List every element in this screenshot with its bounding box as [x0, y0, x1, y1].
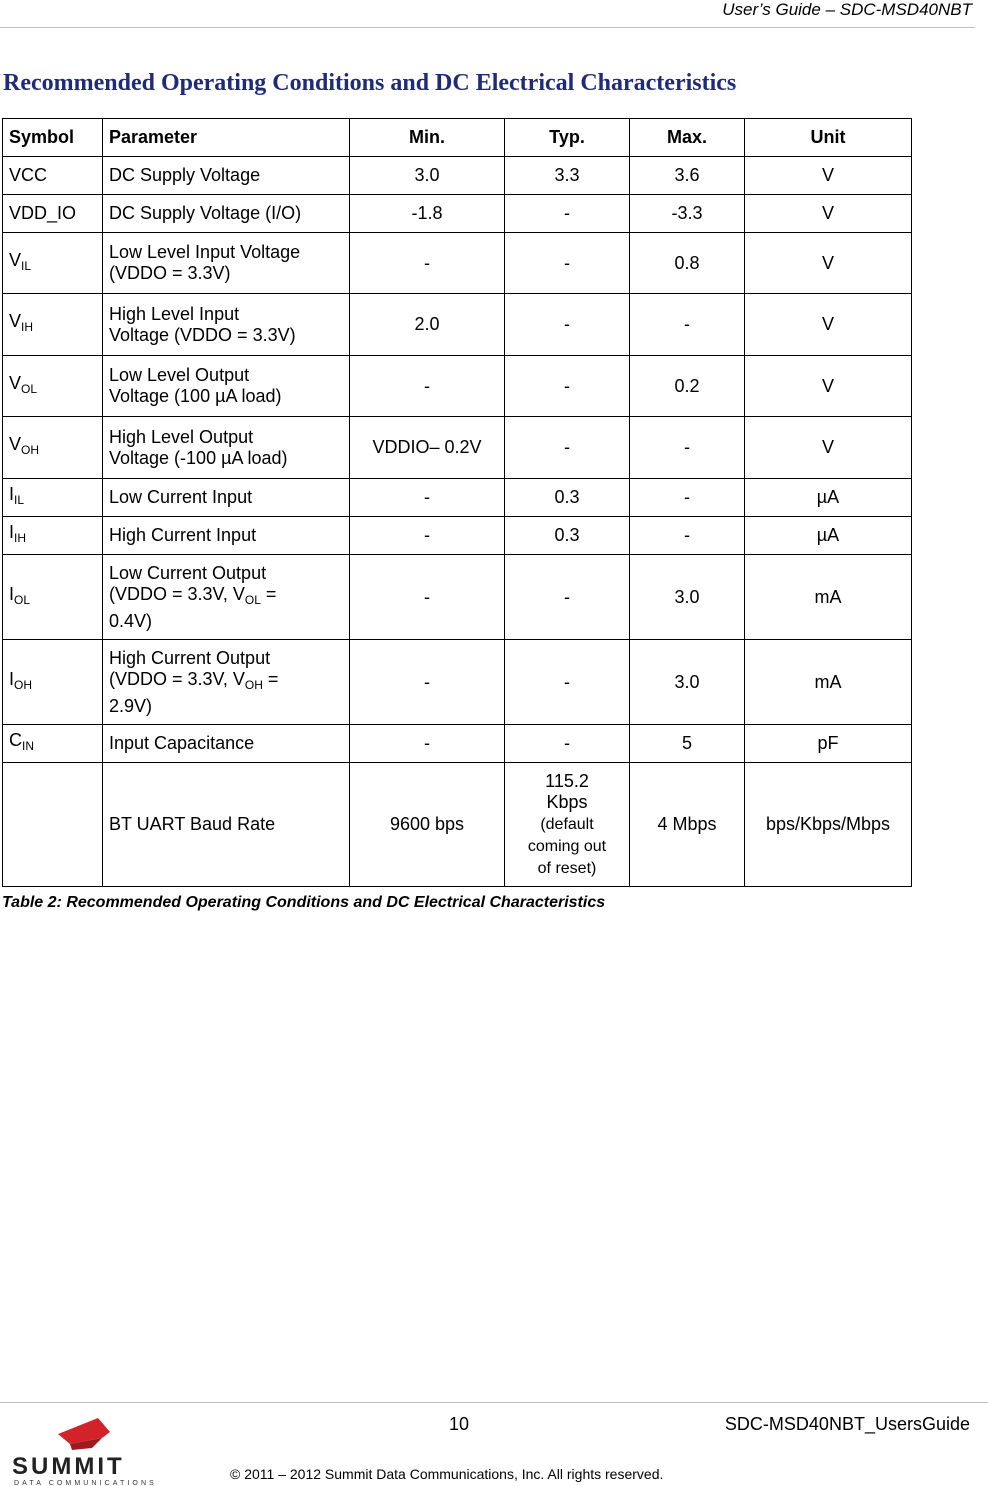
- typ-cell: -: [505, 725, 630, 763]
- symbol-subscript: OL: [21, 381, 38, 396]
- unit-cell: V: [745, 195, 912, 233]
- parameter-cell: [103, 555, 350, 640]
- parameter-line: High Level Input: [109, 303, 240, 324]
- section-title: Recommended Operating Conditions and DC Electrical Characteristics: [3, 70, 737, 96]
- footer-divider: [0, 1402, 988, 1403]
- min-cell: -: [350, 517, 505, 555]
- symbol-cell: [3, 640, 103, 725]
- parameter-line: Voltage (-100 µA load): [109, 447, 288, 468]
- symbol-main: I: [9, 668, 15, 689]
- symbol-cell: [3, 356, 103, 417]
- parameter-cell: [103, 417, 350, 479]
- max-cell: -: [630, 517, 745, 555]
- symbol-cell: [3, 555, 103, 640]
- max-cell: 3.0: [630, 640, 745, 725]
- table-row: [3, 517, 912, 555]
- page-header: User’s Guide – SDC-MSD40NBT: [722, 0, 972, 19]
- unit-cell: µA: [745, 517, 912, 555]
- unit-cell: bps/Kbps/Mbps: [745, 763, 912, 887]
- typ-note-line: (default: [540, 815, 594, 833]
- parameter-line: Low Level Input Voltage: [109, 242, 301, 262]
- min-cell: 2.0: [350, 294, 505, 356]
- parameter-cell: DC Supply Voltage: [103, 157, 350, 195]
- max-cell: 5: [630, 725, 745, 763]
- max-cell: 4 Mbps: [630, 763, 745, 887]
- parameter-subscript: OL: [244, 592, 261, 607]
- symbol-cell: [3, 479, 103, 517]
- max-cell: 3.0: [630, 555, 745, 640]
- parameter-line: High Current Output: [109, 647, 271, 668]
- min-cell: 9600 bps: [350, 763, 505, 887]
- min-cell: -1.8: [350, 195, 505, 233]
- page-number: 10: [449, 1414, 470, 1434]
- symbol-main: V: [9, 434, 22, 454]
- typ-line: 115.2: [545, 770, 589, 791]
- symbol-main: V: [9, 249, 22, 270]
- symbol-main: V: [9, 372, 22, 393]
- parameter-line: (VDDO = 3.3V, V: [109, 583, 245, 604]
- document-id: SDC-MSD40NBT_UsersGuide: [724, 1414, 970, 1434]
- min-cell: -: [350, 640, 505, 725]
- parameter-line: Low Current Output: [109, 562, 267, 583]
- symbol-subscript: OL: [14, 592, 31, 607]
- parameter-line: (VDDO = 3.3V): [109, 263, 231, 283]
- table-row: [3, 195, 912, 233]
- typ-cell: 0.3: [505, 479, 630, 517]
- summit-logo: [10, 1418, 160, 1486]
- parameter-line: Voltage (VDDO = 3.3V): [109, 324, 296, 345]
- symbol-main: I: [9, 522, 15, 542]
- max-cell: -: [630, 294, 745, 356]
- parameter-cell: [103, 294, 350, 356]
- symbol-subscript: IN: [22, 739, 34, 753]
- unit-cell: V: [745, 294, 912, 356]
- parameter-line-end: =: [262, 668, 279, 689]
- symbol-main: C: [9, 730, 22, 750]
- symbol-cell: [3, 417, 103, 479]
- typ-cell: -: [505, 356, 630, 417]
- symbol-cell: [3, 517, 103, 555]
- unit-cell: V: [745, 157, 912, 195]
- parameter-cell: High Current Input: [103, 517, 350, 555]
- table-row: [3, 725, 912, 763]
- column-header-min: Min.: [350, 119, 505, 157]
- parameter-line: Voltage (100 µA load): [109, 386, 282, 406]
- typ-cell: -: [505, 195, 630, 233]
- symbol-cell: [3, 725, 103, 763]
- typ-cell: 0.3: [505, 517, 630, 555]
- symbol-cell: VDD_IO: [3, 195, 103, 233]
- symbol-cell: VCC: [3, 157, 103, 195]
- typ-cell: [505, 763, 630, 887]
- parameter-line: 2.9V): [109, 695, 153, 716]
- column-header-symbol: Symbol: [3, 119, 103, 157]
- symbol-cell: [3, 233, 103, 294]
- table-row: [3, 763, 912, 887]
- logo-tagline: DATA COMMUNICATIONS: [14, 1480, 157, 1486]
- min-cell: VDDIO– 0.2V: [350, 417, 505, 479]
- logo-wordmark: SUMMIT: [12, 1453, 125, 1480]
- parameter-cell: [103, 640, 350, 725]
- parameter-line: (VDDO = 3.3V, V: [109, 668, 245, 689]
- max-cell: 0.8: [630, 233, 745, 294]
- table-row: [3, 640, 912, 725]
- unit-cell: mA: [745, 555, 912, 640]
- unit-cell: pF: [745, 725, 912, 763]
- parameter-line: 0.4V): [109, 610, 153, 631]
- min-cell: -: [350, 479, 505, 517]
- typ-cell: -: [505, 640, 630, 725]
- symbol-subscript: IL: [14, 493, 25, 507]
- parameter-cell: DC Supply Voltage (I/O): [103, 195, 350, 233]
- parameter-line: High Level Output: [109, 426, 254, 447]
- parameter-subscript: OH: [244, 677, 263, 692]
- min-cell: 3.0: [350, 157, 505, 195]
- symbol-main: I: [9, 583, 15, 604]
- table-row: [3, 157, 912, 195]
- symbol-subscript: IL: [21, 258, 32, 273]
- typ-note-line: coming out: [527, 837, 607, 855]
- table-row: [3, 294, 912, 356]
- unit-cell: V: [745, 356, 912, 417]
- parameter-cell: Low Current Input: [103, 479, 350, 517]
- unit-cell: V: [745, 233, 912, 294]
- typ-cell: -: [505, 294, 630, 356]
- column-header-parameter: Parameter: [103, 119, 350, 157]
- table-row: [3, 356, 912, 417]
- column-header-max: Max.: [630, 119, 745, 157]
- column-header-typ: Typ.: [505, 119, 630, 157]
- header-divider: [0, 27, 975, 28]
- min-cell: -: [350, 233, 505, 294]
- max-cell: -: [630, 417, 745, 479]
- symbol-subscript: OH: [14, 677, 33, 692]
- symbol-subscript: OH: [21, 443, 40, 457]
- parameter-cell: [103, 233, 350, 294]
- parameter-line-end: =: [260, 583, 277, 604]
- typ-cell: -: [505, 417, 630, 479]
- column-header-unit: Unit: [745, 119, 912, 157]
- symbol-main: V: [9, 311, 22, 331]
- typ-note-line: of reset): [537, 859, 597, 877]
- symbol-subscript: IH: [21, 320, 34, 334]
- unit-cell: mA: [745, 640, 912, 725]
- table-row: [3, 555, 912, 640]
- table-row: [3, 417, 912, 479]
- min-cell: -: [350, 555, 505, 640]
- table-row: [3, 233, 912, 294]
- symbol-cell: [3, 763, 103, 887]
- parameter-cell: Input Capacitance: [103, 725, 350, 763]
- parameter-cell: [103, 356, 350, 417]
- typ-line: Kbps: [546, 791, 588, 812]
- max-cell: -3.3: [630, 195, 745, 233]
- logo-mark: [58, 1418, 110, 1444]
- unit-cell: µA: [745, 479, 912, 517]
- symbol-main: I: [9, 484, 15, 504]
- max-cell: 3.6: [630, 157, 745, 195]
- typ-cell: 3.3: [505, 157, 630, 195]
- copyright-notice: © 2011 – 2012 Summit Data Communications, Inc. All rights reserved.: [230, 1466, 664, 1482]
- unit-cell: V: [745, 417, 912, 479]
- symbol-cell: [3, 294, 103, 356]
- min-cell: -: [350, 356, 505, 417]
- spec-table: [2, 118, 912, 887]
- symbol-subscript: IH: [14, 531, 27, 545]
- min-cell: -: [350, 725, 505, 763]
- table-row: [3, 479, 912, 517]
- parameter-line: Low Level Output: [109, 365, 250, 385]
- max-cell: 0.2: [630, 356, 745, 417]
- table-header-row: [3, 119, 912, 157]
- parameter-cell: BT UART Baud Rate: [103, 763, 350, 887]
- typ-cell: -: [505, 555, 630, 640]
- typ-cell: -: [505, 233, 630, 294]
- table-caption: Table 2: Recommended Operating Conditions and DC Electrical Characteristics: [2, 894, 606, 911]
- max-cell: -: [630, 479, 745, 517]
